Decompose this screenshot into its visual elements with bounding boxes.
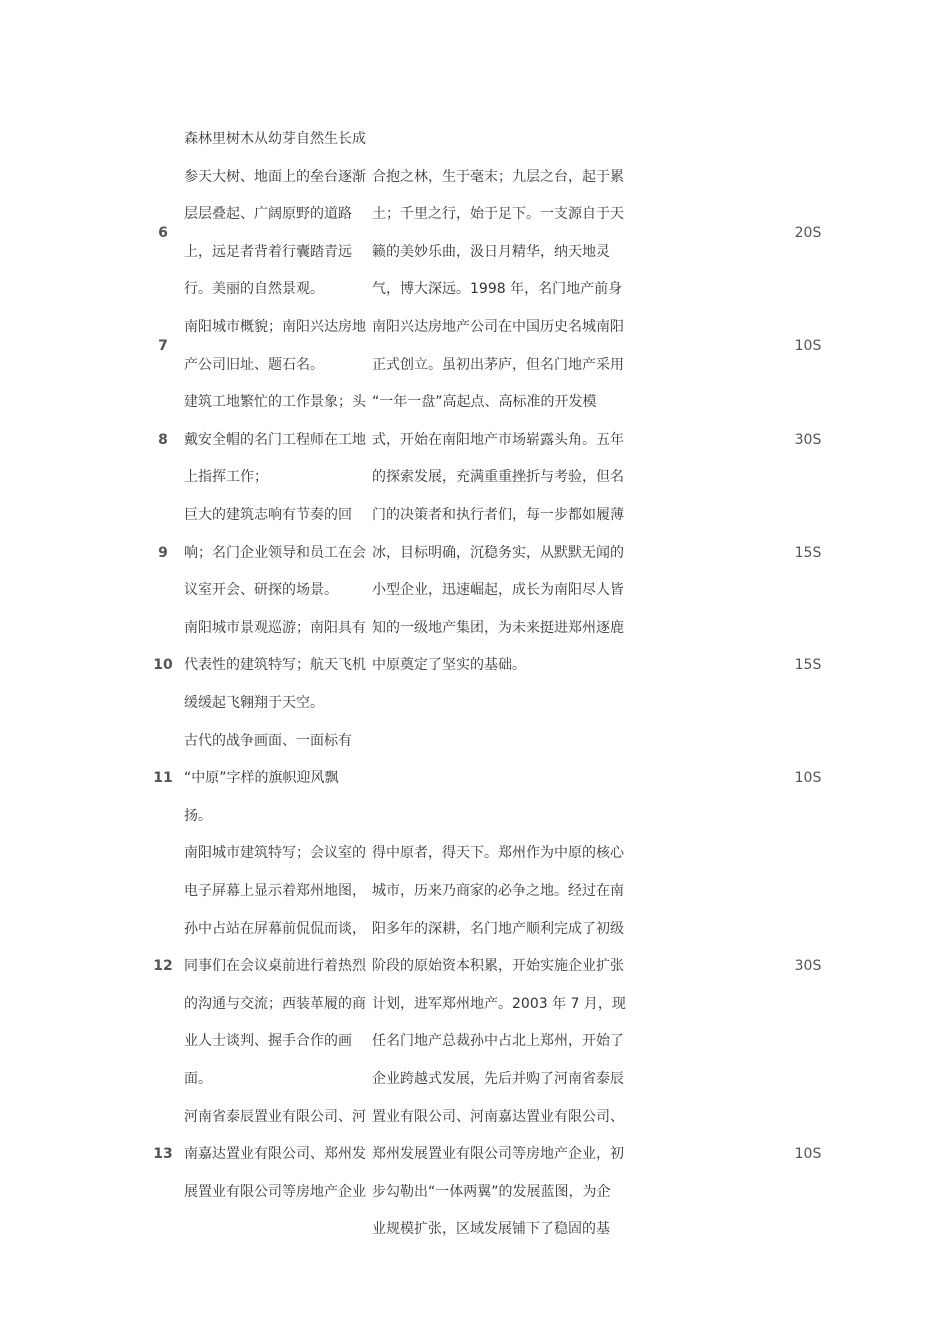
narration-line: 籁的美妙乐曲，汲日月精华，纳天地灵 — [372, 243, 610, 260]
scene-description-line: 产公司旧址、题石名。 — [184, 356, 324, 373]
narration-line: 正式创立。虽初出茅庐，但名门地产采用 — [372, 356, 624, 373]
shot-number: 8 — [158, 431, 168, 448]
scene-description-line: 响；名门企业领导和员工在会 — [184, 544, 366, 561]
shot-number: 9 — [158, 544, 168, 561]
narration-line: 阶段的原始资本积累，开始实施企业扩张 — [372, 958, 624, 975]
narration-line: 气，博大深远。1998 年，名门地产前身 — [372, 281, 623, 298]
shot-duration: 30S — [794, 431, 822, 448]
scene-description-line: 业人士谈判、握手合作的画 — [184, 1033, 352, 1050]
narration-line: 土；千里之行，始于足下。一支源自于天 — [372, 206, 624, 223]
scene-description-line: 参天大树、地面上的垒台逐渐 — [184, 168, 366, 185]
shot-number: 10 — [153, 657, 173, 674]
narration-line: 任名门地产总裁孙中占北上郑州，开始了 — [372, 1033, 624, 1050]
narration-line: 企业跨越式发展，先后并购了河南省泰辰 — [372, 1071, 624, 1087]
scene-description-line: 缓缓起飞翱翔于天空。 — [184, 695, 324, 711]
scene-description-line: 南阳城市概貌；南阳兴达房地 — [184, 319, 366, 335]
scene-description-line: 层层叠起、广阔原野的道路 — [184, 206, 352, 223]
scene-description-line: 建筑工地繁忙的工作景象；头 — [184, 394, 366, 411]
shot-duration: 20S — [794, 225, 822, 241]
narration-line: 式，开始在南阳地产市场崭露头角。五年 — [372, 431, 624, 448]
narration-line: 知的一级地产集团，为未来挺进郑州逐鹿 — [372, 619, 624, 636]
narration-line: 阳多年的深耕，名门地产顺利完成了初级 — [372, 920, 624, 937]
shot-number: 11 — [153, 770, 173, 787]
shot-number: 13 — [153, 1146, 173, 1163]
narration-line: 城市，历来乃商家的必争之地。经过在南 — [372, 883, 624, 899]
scene-intro-line: 森林里树木从幼芽自然生长成 — [184, 131, 366, 147]
scene-description-line: 上指挥工作； — [184, 469, 268, 486]
narration-line: 步勾勒出“一体两翼”的发展蓝图，为企 — [372, 1183, 611, 1200]
scene-description-line: 南阳城市景观巡游；南阳具有 — [184, 619, 366, 636]
scene-description-line: 孙中占站在屏幕前侃侃而谈， — [184, 920, 366, 937]
shot-number: 12 — [153, 958, 173, 975]
scene-description-line: 面。 — [184, 1071, 212, 1087]
scene-description-line: 行。美丽的自然景观。 — [184, 281, 324, 298]
scene-description-line: “中原”字样的旗帜迎风飘 — [184, 770, 339, 787]
narration-line: 小型企业，迅速崛起，成长为南阳尽人皆 — [372, 582, 624, 599]
scene-description-line: 南阳城市建筑特写；会议室的 — [184, 845, 366, 862]
narration-line: 置业有限公司、河南嘉达置业有限公司、 — [372, 1108, 624, 1125]
narration-line: 业规模扩张，区域发展铺下了稳固的基 — [372, 1221, 610, 1238]
shot-duration: 10S — [794, 770, 822, 787]
narration-line: 合抱之林，生于毫末；九层之台，起于累 — [372, 168, 624, 185]
scene-description-line: 电子屏幕上显示着郑州地图， — [184, 883, 366, 899]
scene-description-line: 议室开会、研探的场景。 — [184, 582, 338, 599]
shot-duration: 15S — [794, 657, 822, 674]
scene-description-line: 河南省泰辰置业有限公司、河 — [184, 1108, 366, 1125]
narration-line: 南阳兴达房地产公司在中国历史名城南阳 — [372, 319, 624, 335]
scene-description-line: 南嘉达置业有限公司、郑州发 — [184, 1146, 366, 1163]
scene-description-line: 展置业有限公司等房地产企业 — [184, 1183, 366, 1200]
narration-line: 郑州发展置业有限公司等房地产企业，初 — [372, 1146, 624, 1163]
shot-duration: 10S — [794, 1146, 822, 1163]
shot-duration: 30S — [794, 958, 822, 975]
scene-description-line: 扬。 — [184, 807, 212, 824]
narration-line: 中原奠定了坚实的基础。 — [372, 657, 526, 674]
narration-line: 计划，进军郑州地产。2003 年 7 月，现 — [372, 995, 626, 1012]
narration-line: 冰，目标明确，沉稳务实，从默默无闻的 — [372, 544, 624, 561]
shot-number: 6 — [158, 225, 168, 241]
narration-line: 的探索发展，充满重重挫折与考验，但名 — [372, 469, 624, 486]
scene-description-line: 巨大的建筑志响有节奏的回 — [184, 507, 352, 523]
scene-description-line: 的沟通与交流；西装革履的商 — [184, 995, 366, 1012]
shot-duration: 15S — [794, 544, 822, 561]
narration-line: “一年一盘”高起点、高标准的开发模 — [372, 394, 597, 411]
scene-description-line: 戴安全帽的名门工程师在工地 — [184, 431, 366, 448]
scene-description-line: 古代的战争画面、一面标有 — [184, 732, 352, 749]
scene-description-line: 上，远足者背着行囊踏青远 — [184, 243, 352, 260]
shot-number: 7 — [158, 337, 168, 354]
narration-line: 门的决策者和执行者们，每一步都如履薄 — [372, 507, 624, 523]
scene-description-line: 同事们在会议桌前进行着热烈 — [184, 958, 366, 975]
narration-line: 得中原者，得天下。郑州作为中原的核心 — [372, 845, 624, 862]
shot-duration: 10S — [794, 337, 822, 354]
scene-description-line: 代表性的建筑特写；航天飞机 — [184, 657, 366, 674]
